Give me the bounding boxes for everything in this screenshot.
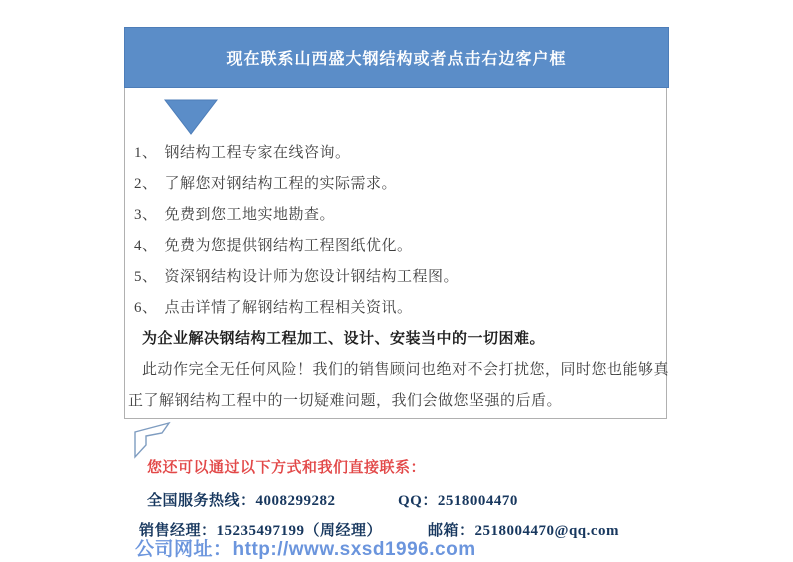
website-link[interactable] xyxy=(135,534,476,561)
hotline-value: 4008299282 xyxy=(255,493,336,509)
manager-value: 15235497199（周经理） xyxy=(216,523,383,539)
steps-list xyxy=(125,138,670,417)
step-item-3 xyxy=(125,200,666,231)
qq-item xyxy=(398,489,518,510)
step-text: 了解您对钢结构工程的实际需求。 xyxy=(164,176,398,192)
email-label: 邮箱： xyxy=(428,523,475,539)
summary-bold-text: 为企业解决钢结构工程加工、设计、安装当中的一切困难。 xyxy=(142,331,546,347)
banner-title: 现在联系山西盛大钢结构或者点击右边客户框 xyxy=(226,51,567,68)
contact-intro-text: 您还可以通过以下方式和我们直接联系： xyxy=(147,460,427,476)
step-item-2 xyxy=(125,169,666,200)
website-label: 公司网址： xyxy=(135,539,233,560)
step-item-5 xyxy=(125,262,666,293)
contact-row-hotline xyxy=(147,489,518,510)
flag-icon xyxy=(129,421,173,459)
website-url[interactable]: http://www.sxsd1996.com xyxy=(232,539,476,560)
step-number: 4、 xyxy=(134,238,158,254)
down-triangle-icon xyxy=(164,99,218,135)
step-text: 钢结构工程专家在线咨询。 xyxy=(164,145,351,161)
step-text: 免费到您工地实地勘查。 xyxy=(164,207,336,223)
email-value: 2518004470@qq.com xyxy=(474,523,620,539)
risk-paragraph-line-1: 此动作完全无任何风险！我们的销售顾问也绝对不会打扰您，同时您也能够真 xyxy=(142,362,670,378)
step-number: 1、 xyxy=(134,145,158,161)
step-text: 免费为您提供钢结构工程图纸优化。 xyxy=(164,238,413,254)
step-item-4 xyxy=(125,231,666,262)
step-number: 3、 xyxy=(134,207,158,223)
step-number: 5、 xyxy=(134,269,158,285)
contact-banner xyxy=(124,27,669,88)
step-number: 2、 xyxy=(134,176,158,192)
step-text: 点击详情了解钢结构工程相关资讯。 xyxy=(164,300,413,316)
risk-paragraph-line-2: 正了解钢结构工程中的一切疑难问题，我们会做您坚强的后盾。 xyxy=(128,393,563,409)
manager-label: 销售经理： xyxy=(139,523,217,539)
step-item-1 xyxy=(125,138,666,169)
step-item-6 xyxy=(125,293,666,324)
promo-box xyxy=(124,27,670,419)
step-text: 资深钢结构设计师为您设计钢结构工程图。 xyxy=(164,269,460,285)
qq-value: 2518004470 xyxy=(437,493,518,509)
qq-label: QQ： xyxy=(398,493,438,509)
hotline-label: 全国服务热线： xyxy=(147,493,256,509)
hotline-item xyxy=(147,489,398,510)
step-number: 6、 xyxy=(134,300,158,316)
